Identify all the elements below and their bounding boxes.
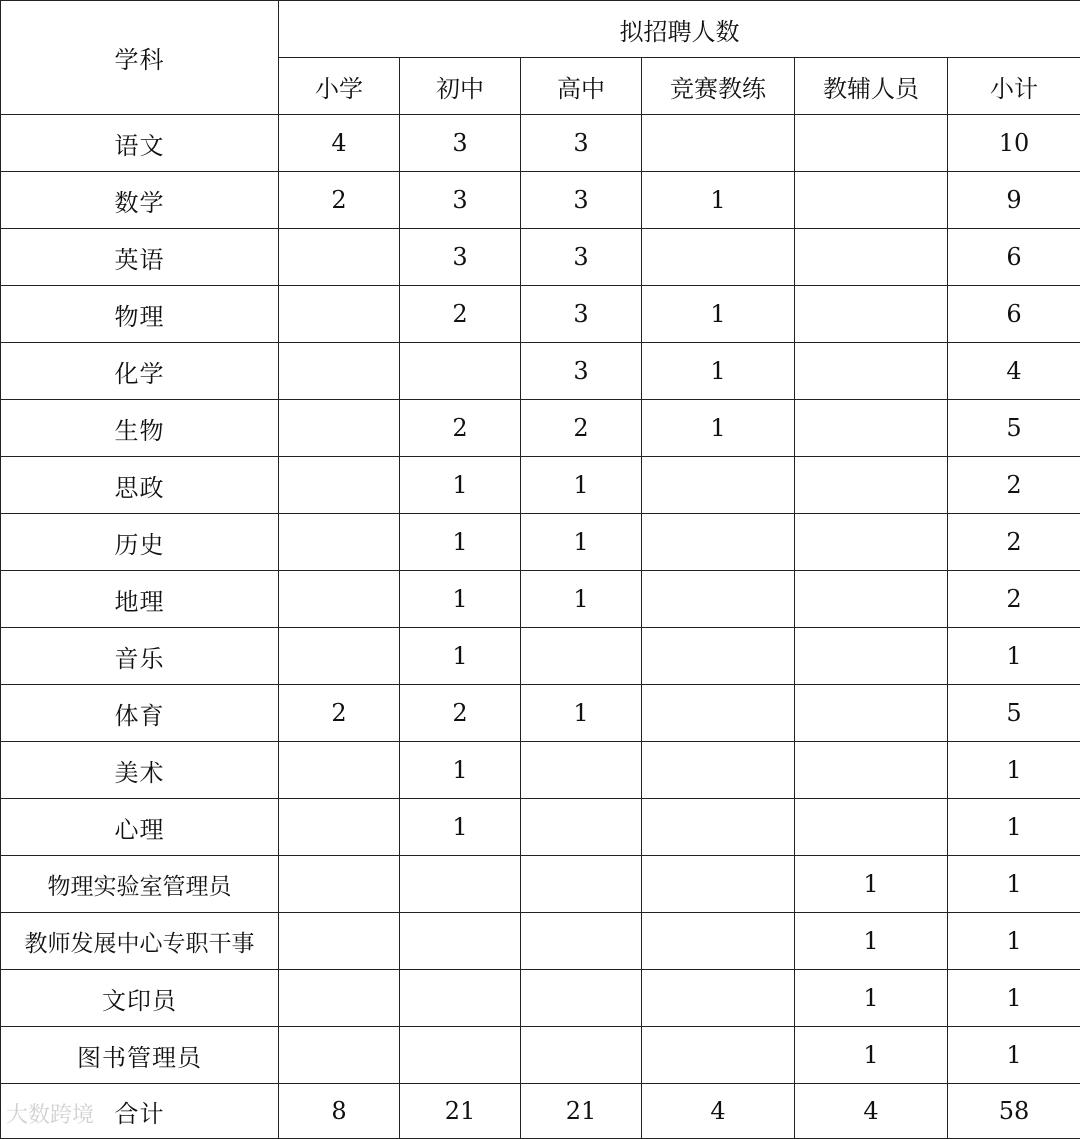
count-cell (795, 799, 948, 856)
count-cell: 1 (795, 970, 948, 1027)
table-row (1, 685, 1080, 742)
count-cell: 1 (948, 799, 1080, 856)
count-cell: 2 (400, 685, 521, 742)
count-cell: 3 (521, 343, 642, 400)
count-cell: 1 (948, 856, 1080, 913)
count-cell (521, 1027, 642, 1084)
watermark-text: 大数跨境 (6, 1103, 95, 1128)
count-cell (795, 571, 948, 628)
count-cell (279, 400, 400, 457)
count-cell: 1 (400, 571, 521, 628)
subject-cell: 心理 (1, 799, 279, 856)
column-header: 高中 (521, 58, 642, 115)
count-cell: 1 (642, 286, 795, 343)
count-cell: 1 (948, 628, 1080, 685)
table-row (1, 856, 1080, 913)
total-cell: 4 (795, 1084, 948, 1139)
count-cell (521, 970, 642, 1027)
total-row (1, 1084, 1080, 1139)
count-cell (400, 856, 521, 913)
count-cell (521, 799, 642, 856)
count-cell (279, 343, 400, 400)
count-cell: 3 (521, 115, 642, 172)
count-cell (642, 685, 795, 742)
column-header: 初中 (400, 58, 521, 115)
count-cell: 3 (400, 229, 521, 286)
count-cell (279, 457, 400, 514)
table-footer (1, 1084, 1080, 1139)
count-cell (279, 628, 400, 685)
subject-cell: 数学 (1, 172, 279, 229)
count-cell: 1 (521, 571, 642, 628)
count-cell: 3 (521, 286, 642, 343)
count-cell: 1 (948, 1027, 1080, 1084)
count-cell: 6 (948, 286, 1080, 343)
table-row (1, 400, 1080, 457)
count-cell (642, 571, 795, 628)
count-cell (795, 457, 948, 514)
count-cell: 1 (642, 343, 795, 400)
count-cell (279, 1027, 400, 1084)
total-cell: 21 (400, 1084, 521, 1139)
count-cell: 9 (948, 172, 1080, 229)
count-cell: 3 (521, 229, 642, 286)
count-cell (642, 229, 795, 286)
subject-cell: 教师发展中心专职干事 (1, 913, 279, 970)
count-cell (795, 400, 948, 457)
count-cell (642, 514, 795, 571)
count-cell: 2 (948, 457, 1080, 514)
count-cell: 2 (948, 514, 1080, 571)
total-cell: 8 (279, 1084, 400, 1139)
count-cell: 10 (948, 115, 1080, 172)
subject-cell: 思政 (1, 457, 279, 514)
column-header: 竞赛教练 (642, 58, 795, 115)
count-cell: 1 (948, 970, 1080, 1027)
count-cell (795, 685, 948, 742)
count-cell: 5 (948, 400, 1080, 457)
subject-cell: 图书管理员 (1, 1027, 279, 1084)
count-cell (795, 343, 948, 400)
count-cell: 1 (521, 514, 642, 571)
count-cell: 2 (948, 571, 1080, 628)
table-row (1, 742, 1080, 799)
column-header: 小计 (948, 58, 1080, 115)
count-cell: 4 (279, 115, 400, 172)
table-row (1, 1027, 1080, 1084)
group-header: 拟招聘人数 (279, 1, 1080, 58)
count-cell (642, 913, 795, 970)
table-row (1, 115, 1080, 172)
count-cell: 2 (400, 286, 521, 343)
count-cell (521, 742, 642, 799)
count-cell (795, 742, 948, 799)
count-cell: 4 (948, 343, 1080, 400)
count-cell: 1 (521, 685, 642, 742)
count-cell (642, 742, 795, 799)
count-cell: 3 (400, 115, 521, 172)
count-cell: 1 (795, 856, 948, 913)
count-cell (795, 628, 948, 685)
total-cell: 21 (521, 1084, 642, 1139)
count-cell (279, 571, 400, 628)
total-cell: 58 (948, 1084, 1080, 1139)
count-cell: 1 (400, 457, 521, 514)
count-cell (279, 742, 400, 799)
count-cell (642, 799, 795, 856)
count-cell (642, 856, 795, 913)
count-cell (795, 514, 948, 571)
count-cell (642, 970, 795, 1027)
count-cell: 2 (279, 685, 400, 742)
count-cell (279, 286, 400, 343)
count-cell (642, 1027, 795, 1084)
subject-cell: 文印员 (1, 970, 279, 1027)
count-cell (642, 457, 795, 514)
table-row (1, 913, 1080, 970)
subject-cell: 生物 (1, 400, 279, 457)
count-cell (279, 514, 400, 571)
count-cell (795, 172, 948, 229)
count-cell (279, 799, 400, 856)
count-cell: 1 (642, 172, 795, 229)
count-cell: 1 (400, 742, 521, 799)
subject-cell: 英语 (1, 229, 279, 286)
subject-cell: 物理 (1, 286, 279, 343)
column-header: 教辅人员 (795, 58, 948, 115)
count-cell: 1 (400, 799, 521, 856)
count-cell: 2 (521, 400, 642, 457)
total-cell: 4 (642, 1084, 795, 1139)
subject-cell: 体育 (1, 685, 279, 742)
count-cell (279, 970, 400, 1027)
subject-cell: 化学 (1, 343, 279, 400)
subject-cell: 历史 (1, 514, 279, 571)
count-cell (795, 229, 948, 286)
count-cell: 1 (521, 457, 642, 514)
table-row (1, 229, 1080, 286)
count-cell (642, 628, 795, 685)
subject-cell: 美术 (1, 742, 279, 799)
table-row (1, 628, 1080, 685)
count-cell: 1 (400, 514, 521, 571)
table-row (1, 970, 1080, 1027)
table-row (1, 514, 1080, 571)
subject-cell: 音乐 (1, 628, 279, 685)
count-cell: 6 (948, 229, 1080, 286)
count-cell: 1 (795, 913, 948, 970)
count-cell (400, 343, 521, 400)
count-cell: 1 (795, 1027, 948, 1084)
count-cell: 3 (400, 172, 521, 229)
count-cell: 5 (948, 685, 1080, 742)
count-cell (400, 1027, 521, 1084)
count-cell: 1 (400, 628, 521, 685)
count-cell (521, 628, 642, 685)
count-cell: 1 (642, 400, 795, 457)
subject-cell: 语文 (1, 115, 279, 172)
subject-header: 学科 (1, 1, 279, 115)
column-header: 小学 (279, 58, 400, 115)
count-cell: 1 (948, 742, 1080, 799)
count-cell (795, 115, 948, 172)
subject-cell: 物理实验室管理员 (1, 856, 279, 913)
table-row (1, 286, 1080, 343)
count-cell (279, 913, 400, 970)
table-row (1, 343, 1080, 400)
table-row (1, 571, 1080, 628)
table-row (1, 457, 1080, 514)
count-cell (795, 286, 948, 343)
count-cell (521, 913, 642, 970)
table-row (1, 799, 1080, 856)
table-header (1, 1, 1080, 115)
count-cell (400, 970, 521, 1027)
count-cell (521, 856, 642, 913)
count-cell (279, 856, 400, 913)
count-cell: 2 (279, 172, 400, 229)
count-cell (400, 913, 521, 970)
total-label: 合计 (1, 1084, 279, 1139)
count-cell (279, 229, 400, 286)
count-cell: 2 (400, 400, 521, 457)
count-cell: 3 (521, 172, 642, 229)
table-row (1, 172, 1080, 229)
count-cell (642, 115, 795, 172)
table-body (1, 115, 1080, 1084)
count-cell: 1 (948, 913, 1080, 970)
subject-cell: 地理 (1, 571, 279, 628)
